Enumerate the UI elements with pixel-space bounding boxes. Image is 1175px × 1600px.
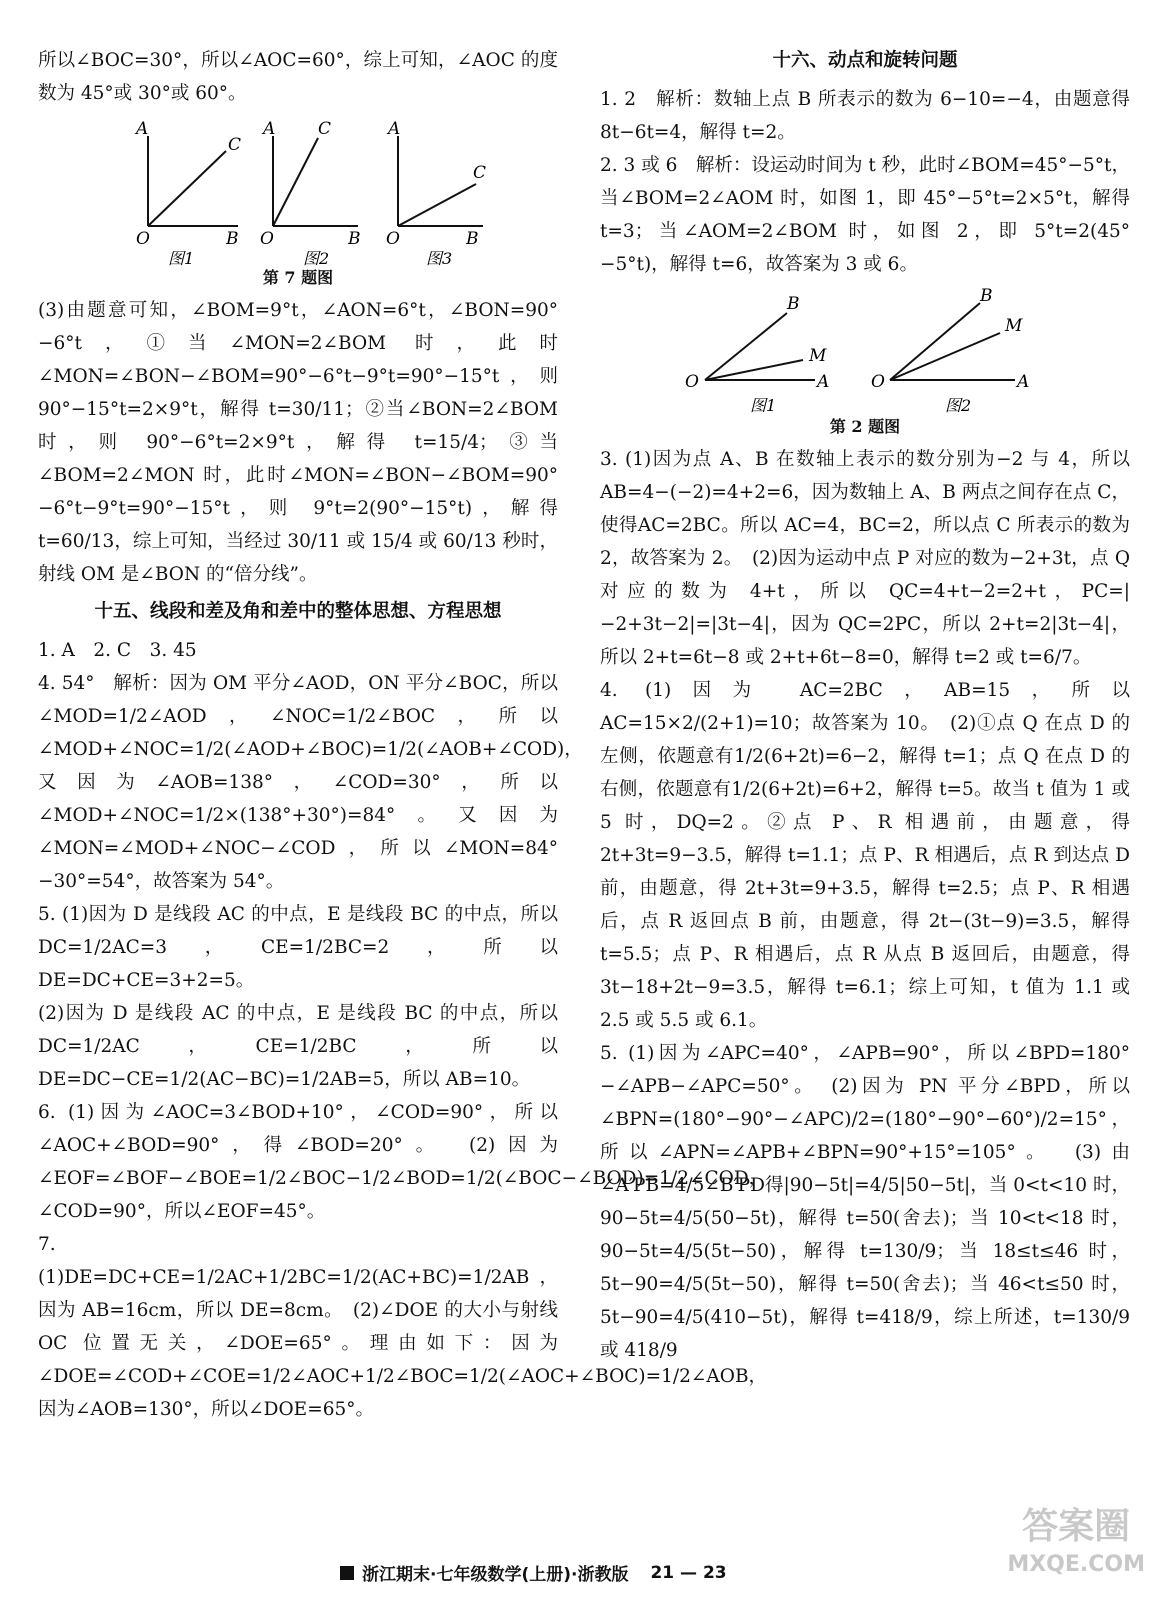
ray-oc-3 <box>398 184 476 226</box>
label-c-1: C <box>228 135 242 155</box>
label-m-f2: M <box>1005 316 1023 336</box>
ray-om-f2 <box>890 333 1000 380</box>
label-b-3: B <box>466 229 479 249</box>
r-q2: 2. 3 或 6 解析：设运动时间为 t 秒，此时∠BOM=45°−5°t，当∠BOM=2∠AOM 时，如图 1，即 45°−5°t=2×5°t，解得 t=3；当∠AOM=2∠BOM 时，如图 2，即 5°t=2(45°−5°t)，解得 t=6，故答案为 3 或 6。 <box>600 155 1130 275</box>
q7-solution: 7. (1)DE=DC+CE=1/2AC+1/2BC=1/2(AC+BC)=1/2AB，因为 AB=16cm，所以 DE=8cm。 (2)∠DOE 的大小与射线 OC 位置无关，∠DOE=65°。理由如下：因为∠DOE=∠COD+∠COE=1/2∠AOC+1/2∠BOC=1/2(∠AOC+∠BOC)=1/2∠AOB，因为∠AOB=130°，所以∠DOE=65°。 <box>38 1234 768 1420</box>
ray-ob-f2 <box>890 303 980 380</box>
fig7-label-1: 图1 <box>168 249 195 266</box>
r-q4: 4. (1)因为 AC=2BC，AB=15，所以 AC=15×2/(2+1)=10；故答案为 10。 (2)①点 Q 在点 D 的左侧，依题意有1/2(6+2t)=6−2，解得 t=1；点 Q 在点 D 的右侧，依题意有1/2(6+2t)=6+2，解得 t=5。故当 t 值为 1 或 5 时，DQ=2。②点 P、R 相遇前，由题意，得 2t+3t=9−3.5，解得 t=1.1；点 P、R 相遇后，点 R 到达点 D 前，由题意，得 2t+3t=9+3.5，解得 t=2.5；点 P、R 相遇后，点 R 返回点 B 前，由题意，得 2t−(3t−9)=3.5，解得 t=5.5；点 P、R 相遇后，点 R 从点 B 返回后，由题意，得 3t−18+2t−9=3.5，解得 t=6.1；综上可知，t 值为 1.1 或 2.5 或 5.5 或 6.1。 <box>600 680 1130 1031</box>
answers-1-3: 1. A 2. C 3. 45 <box>38 640 197 661</box>
label-a-1: A <box>136 119 149 139</box>
left-column <box>38 44 768 1426</box>
figure-2-diagrams <box>675 285 1055 415</box>
label-o-1: O <box>136 229 150 249</box>
fig7-label-3: 图3 <box>426 249 453 266</box>
footer-square-icon <box>340 1566 354 1580</box>
watermark-line1: 答案圈 <box>1022 1506 1131 1547</box>
ray-ob-f1 <box>705 313 787 380</box>
section-15-heading: 十五、线段和差及角和差中的整体思想、方程思想 <box>94 601 502 622</box>
label-o-f1: O <box>685 372 699 392</box>
right-column <box>600 44 1130 1367</box>
label-b-f2: B <box>980 286 993 306</box>
label-a-3: A <box>388 119 401 139</box>
q5-part1: 5. (1)因为 D 是线段 AC 的中点，E 是线段 BC 的中点，所以DC=1/2AC=3，CE=1/2BC=2，所以 DE=DC+CE=3+2=5。 <box>38 904 558 991</box>
r-q1: 1. 2 解析：数轴上点 B 所表示的数为 6−10=−4，由题意得 8t−6t=4，解得 t=2。 <box>600 89 1130 143</box>
figure-7-diagrams <box>108 116 488 266</box>
r-q3: 3. (1)因为点 A、B 在数轴上表示的数分别为−2 与 4，所以 AB=4−(−2)=4+2=6，因为数轴上 A、B 两点之间存在点 C，使得AC=2BC。所以 AC=4，BC=2，所以点 C 所表示的数为 2，故答案为 2。 (2)因为运动中点 P 对应的数为−2+3t，点 Q 对应的数为 4+t，所以 QC=4+t−2=2+t，PC=|−2+3t−2|=|3t−4|，因为 QC=2PC，所以 2+t=2|3t−4|，所以 2+t=6t−8 或 2+t+6t−8=0，解得 t=2 或 t=6/7。 <box>600 449 1130 668</box>
label-a-f2: A <box>1017 372 1030 392</box>
page-footer <box>340 1560 727 1585</box>
label-a-2: A <box>263 119 276 139</box>
r-q5: 5. (1)因为∠APC=40°，∠APB=90°，所以∠BPD=180°−∠APB−∠APC=50°。 (2)因为 PN 平分∠BPD，所以∠BPN=(180°−90°−∠APC)/2=(180°−90°−60°)/2=15°，所以∠APN=∠APB+∠BPN=90°+15°=105°。 (3)由∠A′PB=4/5∠B′PD得|90−5t|=4/5|50−5t|，当 0<t<10 时，90−5t=4/5(50−5t)，解得 t=50(舍去)；当 10<t<18 时，90−5t=4/5(5t−50)，解得 t=130/9；当 18≤t≤46 时，5t−90=4/5(5t−50)，解得 t=50(舍去)；当 46<t≤50 时，5t−90=4/5(410−5t)，解得 t=418/9，综上所述，t=130/9 或 418/9 <box>600 1043 1130 1361</box>
label-m-f1: M <box>809 346 827 366</box>
fig7-caption: 第 7 题图 <box>262 268 334 287</box>
q7-part3: (3)由题意可知，∠BOM=9°t，∠AON=6°t，∠BON=90°−6°t，①当∠MON=2∠BOM 时，此时∠MON=∠BON−∠BOM=90°−6°t−9°t=90°−15°t，则 90°−15°t=2×9°t，解得 t=30/11；②当∠BON=2∠BOM 时，则 90°−6°t=2×9°t，解得 t=15/4；③当∠BOM=2∠MON 时，此时∠MON=∠BON−∠BOM=90°−6°t−9°t=90°−15°t，则 9°t=2(90°−15°t)，解得 t=60/13，综上可知，当经过 30/11 或 15/4 或 60/13 秒时，射线 OM 是∠BON 的“倍分线”。 <box>38 300 558 585</box>
label-o-f2: O <box>871 372 885 392</box>
fig2-label-1: 图1 <box>750 396 777 415</box>
section-16-heading: 十六、动点和旋转问题 <box>772 50 958 71</box>
q5-part2: (2)因为 D 是线段 AC 的中点，E 是线段 BC 的中点，所以DC=1/2AC，CE=1/2BC，所以 DE=DC−CE=1/2(AC−BC)=1/2AB=5，所以 AB=10。 <box>38 1003 558 1090</box>
label-c-3: C <box>473 163 487 183</box>
q4-solution: 4. 54° 解析：因为 OM 平分∠AOD，ON 平分∠BOC，所以∠MOD=1/2∠AOD，∠NOC=1/2∠BOC，所以∠MOD+∠NOC=1/2(∠AOD+∠BOC)=1/2(∠AOB+∠COD)，又因为∠AOB=138°，∠COD=30°，所以∠MOD+∠NOC=1/2×(138°+30°)=84°。又因为∠MON=∠MOD+∠NOC−∠COD，所以∠MON=84°−30°=54°，故答案为 54°。 <box>38 673 583 892</box>
watermark <box>1007 1508 1145 1584</box>
label-b-2: B <box>348 229 361 249</box>
label-b-f1: B <box>787 294 800 314</box>
label-b-1: B <box>226 229 239 249</box>
fig7-label-2: 图2 <box>303 249 330 266</box>
ray-oc-2 <box>273 138 318 226</box>
label-o-2: O <box>260 229 274 249</box>
figure-7 <box>38 116 558 266</box>
ray-om-f1 <box>705 360 803 380</box>
q6-solution: 6. (1)因为∠AOC=3∠BOD+10°，∠COD=90°，所以∠AOC+∠BOD=90°，得∠BOD=20°。 (2)因为∠EOF=∠BOF−∠BOE=1/2∠BOC−1/2∠BOD=1/2(∠BOC−∠BOD)=1/2∠COD，∠COD=90°，所以∠EOF=45°。 <box>38 1102 768 1222</box>
footer-title: 浙江期末·七年级数学(上册)·浙教版 <box>362 1565 629 1585</box>
label-o-3: O <box>386 229 400 249</box>
watermark-line2: MXQE.COM <box>1007 1552 1145 1577</box>
label-a-f1: A <box>817 372 830 392</box>
page-number: 21 — 23 <box>650 1562 727 1583</box>
fig2-caption: 第 2 题图 <box>829 417 901 436</box>
figure-2 <box>600 285 1130 415</box>
ray-oc-1 <box>148 151 226 226</box>
intro-paragraph: 所以∠BOC=30°，所以∠AOC=60°，综上可知，∠AOC 的度数为 45°或 30°或 60°。 <box>38 50 558 104</box>
fig2-label-2: 图2 <box>945 396 972 415</box>
label-c-2: C <box>318 119 332 139</box>
